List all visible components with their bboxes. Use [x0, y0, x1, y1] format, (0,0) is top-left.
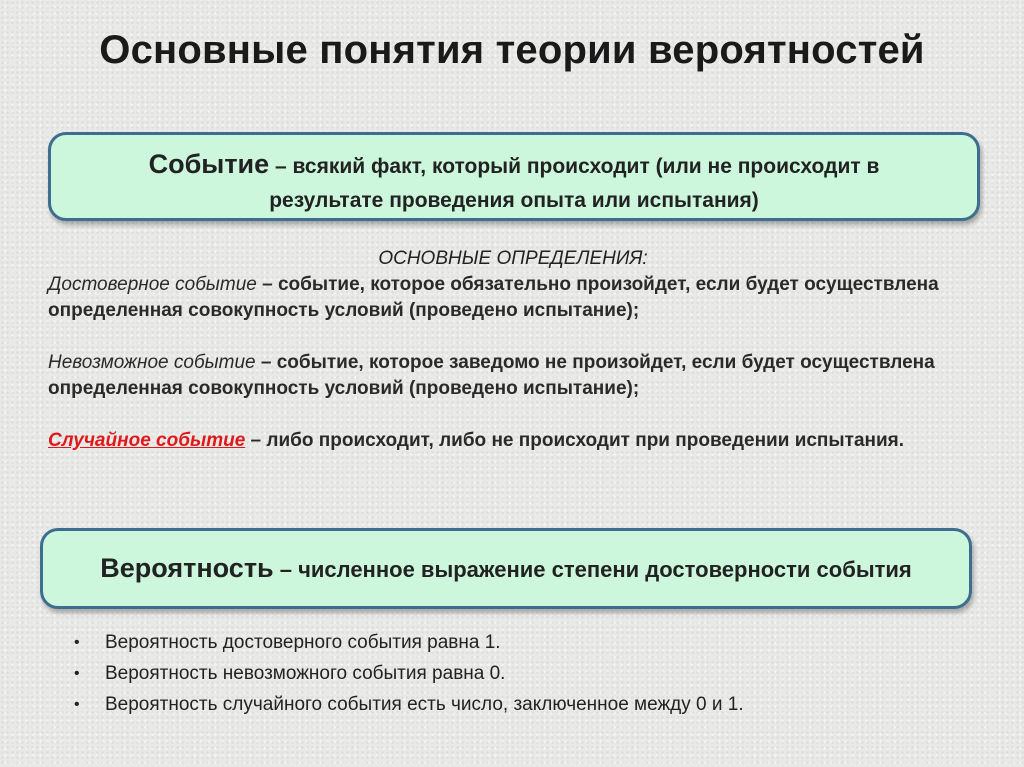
definition-term: Достоверное событие: [48, 274, 263, 295]
probability-definition-box: [40, 528, 972, 609]
bullet-icon: •: [74, 696, 80, 713]
definition-term: Невозможное событие: [48, 352, 256, 373]
bullet-icon: •: [74, 634, 80, 651]
event-definition: – всякий факт, который происходит (или не происходит в: [275, 155, 880, 178]
page-title: Основные понятия теории вероятностей: [99, 28, 925, 72]
definition-certain-event: [48, 272, 978, 324]
definition-text: – либо происходит, либо не происходит при проведении испытания.: [245, 430, 905, 451]
definition-random-event: [48, 428, 978, 454]
probability-definition: – численное выражение степени достоверности события: [273, 557, 912, 582]
list-item: • Вероятность случайного события есть число, заключенное между 0 и 1.: [72, 689, 744, 720]
list-item: • Вероятность достоверного события равна 1.: [72, 627, 744, 658]
event-definition-box: [48, 132, 980, 221]
probability-facts-list: [72, 627, 744, 720]
definitions-section: [48, 246, 978, 454]
list-item: • Вероятность невозможного события равна 0.: [72, 658, 744, 689]
definition-impossible-event: [48, 350, 978, 402]
bullet-icon: •: [74, 665, 80, 682]
definition-text: – событие, которое обязательно произойдет, если будет осуществлена определенная совокупность условий (проведено испытание);: [48, 274, 939, 321]
probability-term: Вероятность: [100, 553, 274, 583]
definitions-heading: ОСНОВНЫЕ ОПРЕДЕЛЕНИЯ:: [378, 248, 648, 269]
definition-term-highlighted: Случайное событие: [48, 430, 246, 451]
event-definition-line2: результате проведения опыта или испытания): [269, 189, 759, 212]
event-term: Событие: [148, 149, 270, 179]
definition-text: – событие, которое заведомо не произойдет, если будет осуществлена определенная совокупность условий (проведено испытание);: [48, 352, 935, 399]
